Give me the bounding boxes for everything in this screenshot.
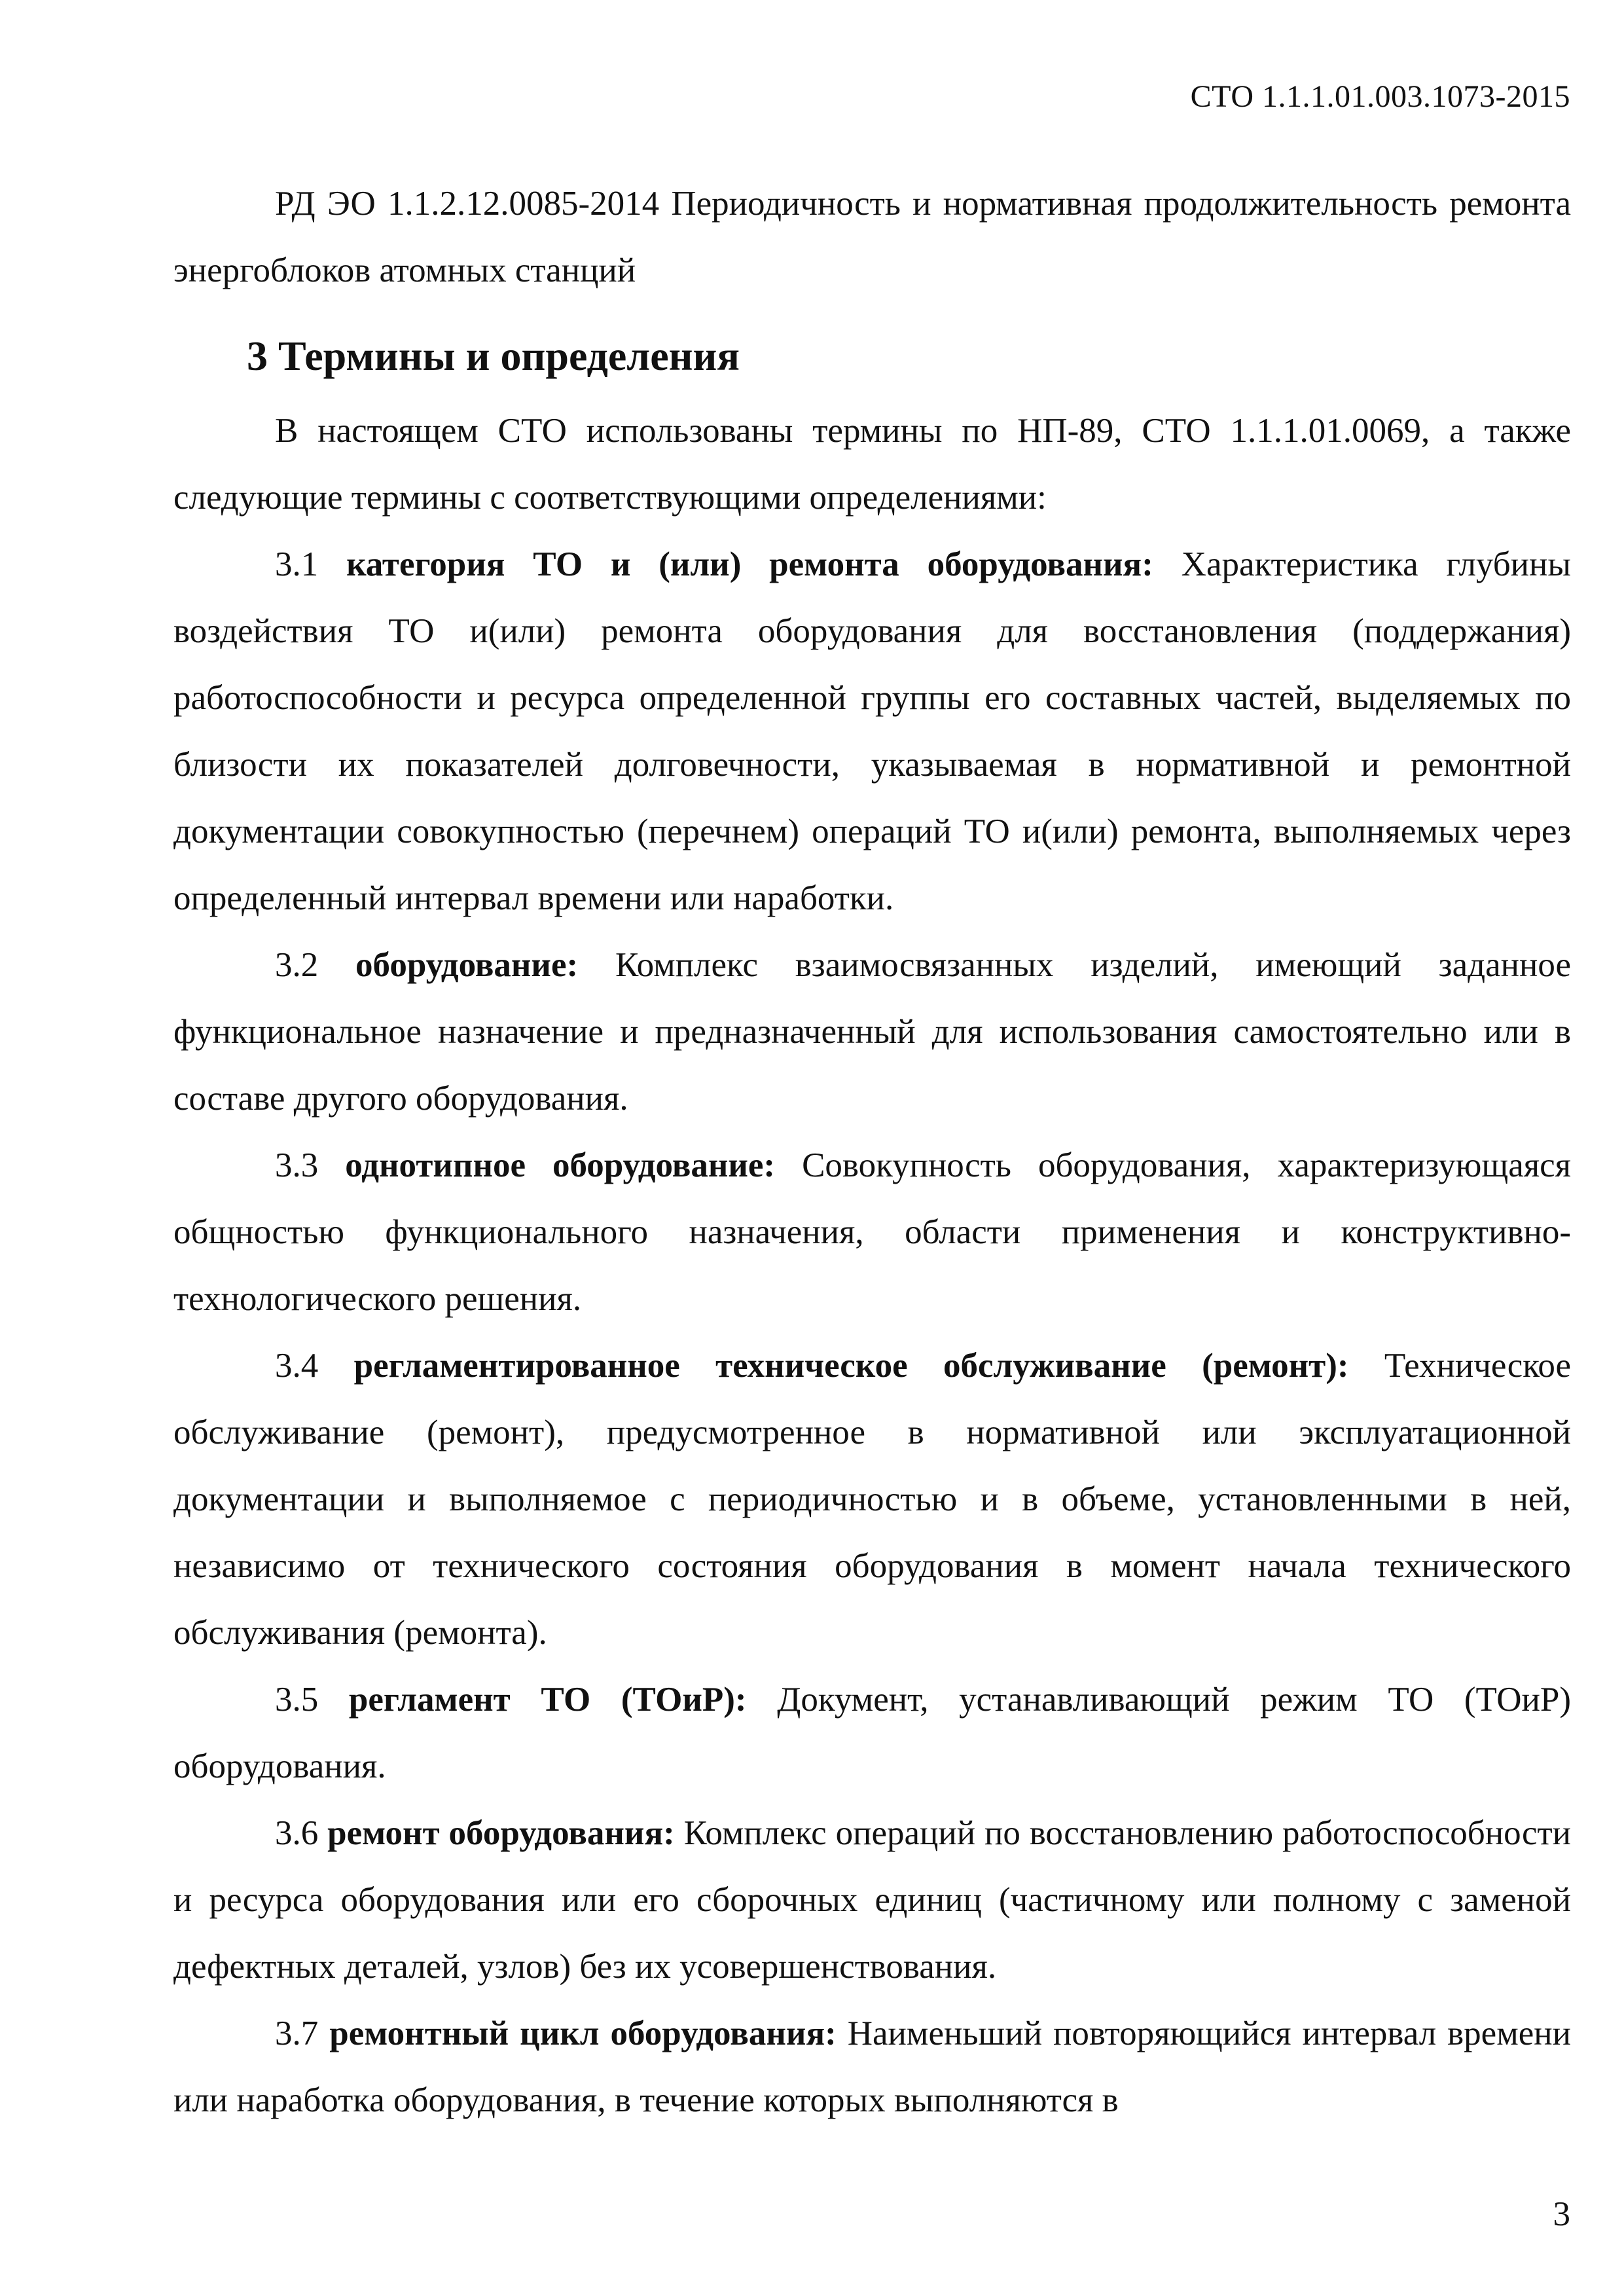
term-3-1 (173, 531, 1571, 932)
term-definition: Характеристика глубины воздействия ТО и(или) ремонта оборудования для восстановления (поддержания) работоспособности и ресурса определенной группы его составных частей, выделяемых по близости их показателей долговечности, указываемая в нормативной и ремонтной документации совокупностью (перечнем) операций ТО и(или) ремонта, выполняемых через определенный интервал времени или наработки. (173, 545, 1572, 917)
term-number: 3.5 (275, 1681, 349, 1719)
document-code-header: СТО 1.1.1.01.003.1073-2015 (1190, 79, 1570, 114)
term-definition: Наименьший повторяющийся интервал времени или наработка оборудования, в течение которых выполняются в (173, 2014, 1571, 2119)
term-definition: Совокупность оборудования, характеризующаяся общностью функционального назначения, области применения и конструктивно-технологического решения. (173, 1146, 1571, 1318)
term-number: 3.6 (275, 1814, 328, 1852)
term-number: 3.7 (275, 2014, 330, 2052)
term-number: 3.3 (275, 1146, 346, 1184)
term-3-2 (173, 932, 1571, 1132)
term-number: 3.1 (275, 545, 347, 583)
term-title: ремонтный цикл оборудования: (329, 2014, 837, 2052)
section-intro: В настоящем СТО использованы термины по НП-89, СТО 1.1.1.01.0069, а также следующие термины с соответствующими определениями: (173, 412, 1571, 517)
term-title: однотипное оборудование: (345, 1146, 776, 1184)
term-title: регламент ТО (ТОиР): (348, 1681, 747, 1719)
term-definition: Документ, устанавливающий режим ТО (ТОиР) оборудования. (173, 1681, 1571, 1785)
term-title: регламентированное техническое обслуживание (ремонт): (353, 1347, 1349, 1385)
term-definition: Техническое обслуживание (ремонт), предусмотренное в нормативной или эксплуатационной документации и выполняемое с периодичностью и в объеме, установленными в ней, независимо от технического состояния оборудования в момент начала технического обслуживания (ремонта). (173, 1347, 1571, 1652)
term-3-7 (173, 2000, 1571, 2134)
term-3-6 (173, 1800, 1571, 2000)
term-number: 3.2 (275, 946, 356, 984)
reference-paragraph: РД ЭО 1.1.2.12.0085-2014 Периодичность и нормативная продолжительность ремонта энергоблоков атомных станций (173, 185, 1571, 289)
section-heading: 3 Термины и определения (247, 333, 740, 379)
document-body (173, 170, 1571, 2134)
term-number: 3.4 (275, 1347, 354, 1385)
term-3-4 (173, 1332, 1571, 1666)
page-number: 3 (1553, 2195, 1570, 2233)
term-3-3 (173, 1132, 1571, 1332)
term-definition: Комплекс операций по восстановлению работоспособности и ресурса оборудования или его сборочных единиц (частичному или полному с заменой дефектных деталей, узлов) без их усовершенствования. (173, 1814, 1571, 1986)
term-3-5 (173, 1666, 1571, 1800)
term-title: оборудование: (355, 946, 579, 984)
term-title: ремонт оборудования: (327, 1814, 675, 1852)
term-definition: Комплекс взаимосвязанных изделий, имеющий заданное функциональное назначение и предназначенный для использования самостоятельно или в составе другого оборудования. (173, 946, 1571, 1118)
term-title: категория ТО и (или) ремонта оборудования: (346, 545, 1153, 583)
